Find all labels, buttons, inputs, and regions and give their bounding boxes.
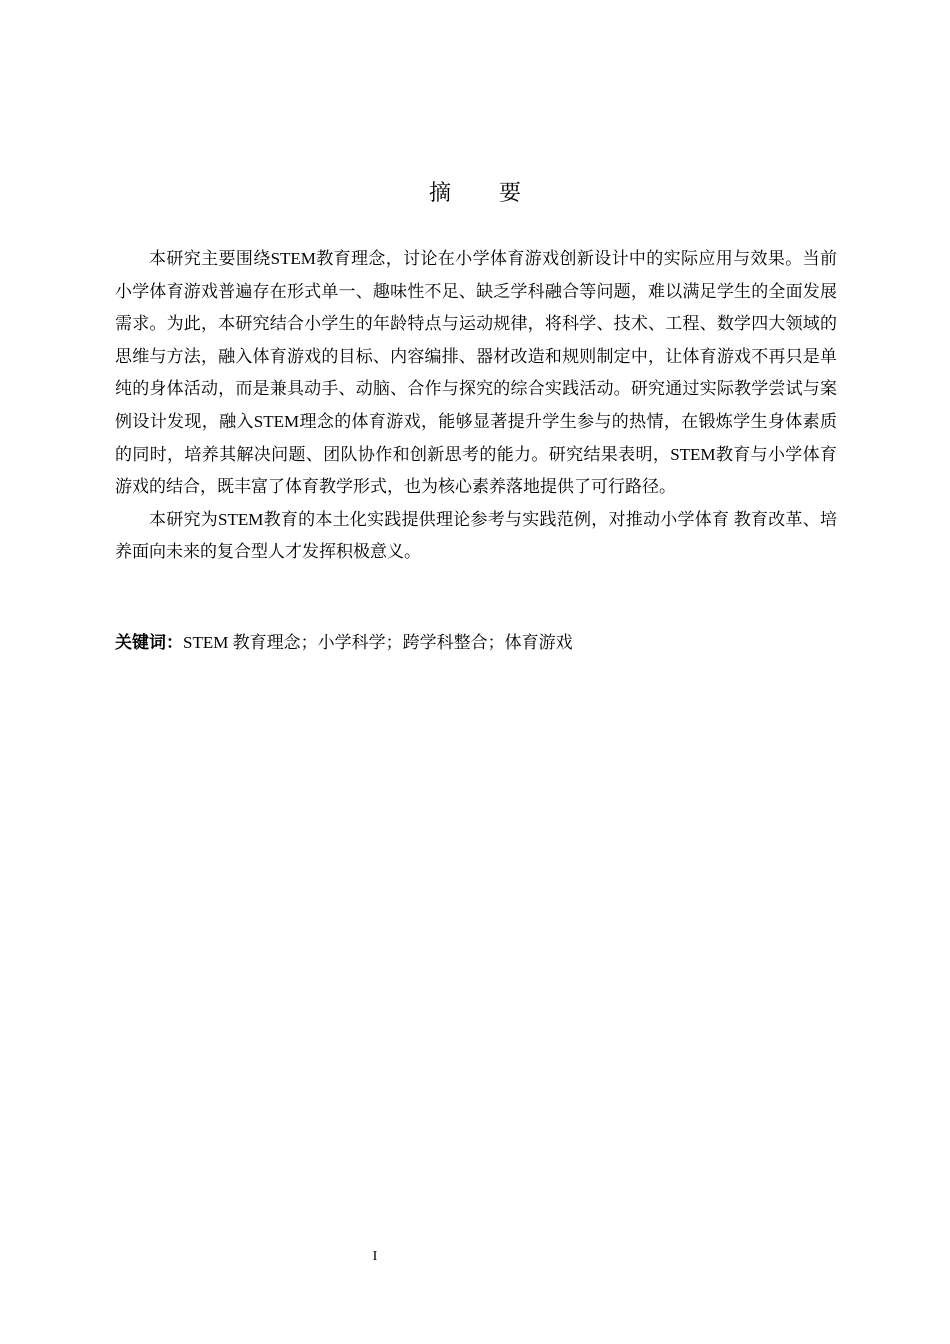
abstract-paragraph-2: 本研究为STEM教育的本土化实践提供理论参考与实践范例，对推动小学体育 教育改革、培养面向未来的复合型人才发挥积极意义。 — [115, 509, 837, 562]
page-number: I — [372, 1249, 378, 1264]
abstract-paragraph-1: 本研究主要围绕STEM教育理念，讨论在小学体育游戏创新设计中的实际应用与效果。当前小学体育游戏普遍存在形式单一、趣味性不足、缺乏学科融合等问题，难以满足学生的全面发展需求。为此，本研究结合小学生的年龄特点与运动规律，将科学、技术、工程、数学四大领域的思维与方法，融入体育游戏的目标、内容编排、器材改造和规则制定中，让体育游戏不再只是单纯的身体活动，而是兼具动手、动脑、合作与探究的综合实践活动。研究通过实际教学尝试与案例设计发现，融入STEM理念的体育游戏，能够显著提升学生参与的热情，在锻炼学生身体素质的同时，培养其解决问题、团队协作和创新思考的能力。研究结果表明，STEM教育与小学体育游戏的结合，既丰富了体育教学形式，也为核心素养落地提供了可行路径。 — [115, 249, 837, 497]
keywords-line — [115, 627, 837, 659]
keywords-label: 关键词： — [115, 633, 183, 653]
abstract-title: 摘要 — [428, 181, 569, 206]
keywords-text: STEM 教育理念；小学科学；跨学科整合；体育游戏 — [183, 633, 573, 652]
abstract-body — [115, 243, 837, 569]
